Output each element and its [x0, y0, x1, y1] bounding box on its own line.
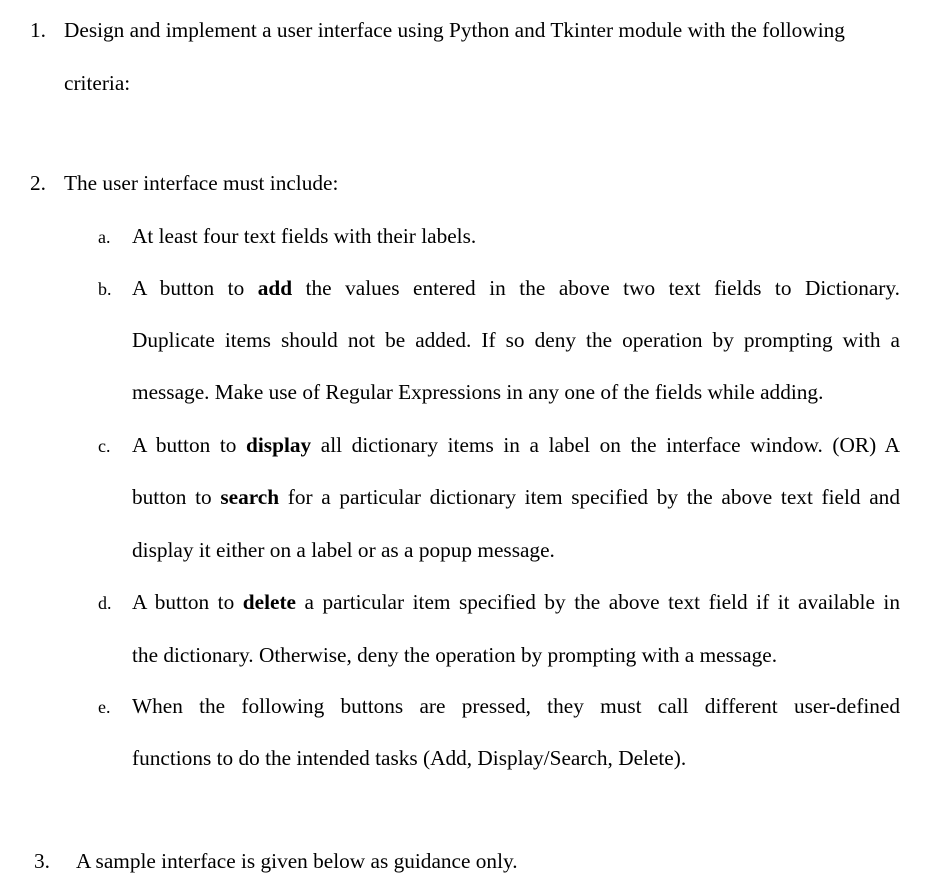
item-1-number: 1.	[30, 18, 46, 42]
search-keyword: search	[220, 485, 280, 509]
subitem-e-letter: e.	[98, 697, 111, 717]
subitem-d-line2: the dictionary. Otherwise, deny the operation by prompting with a message.	[132, 643, 778, 667]
item-3-number: 3.	[34, 849, 50, 873]
subitem-c-letter: c.	[98, 436, 111, 456]
item-2-number: 2.	[30, 171, 46, 195]
subitem-b-line2: Duplicate items should not be added. If so deny the operation by prompting with a	[132, 328, 900, 352]
subitem-a-letter: a.	[98, 227, 111, 247]
subitem-d-line1: A button to delete a particular item specified by the above text field if it available in	[132, 590, 900, 614]
item-1-text-line1: Design and implement a user interface using Python and Tkinter module with the following	[64, 18, 845, 42]
subitem-b-line3: message. Make use of Regular Expressions in any one of the fields while adding.	[132, 380, 824, 404]
item-2-text: The user interface must include:	[64, 171, 339, 195]
subitem-b-letter: b.	[98, 279, 112, 299]
subitem-e-line1: When the following buttons are pressed, they must call different user-defined	[132, 694, 900, 718]
subitem-d-letter: d.	[98, 593, 112, 613]
add-keyword: add	[257, 276, 293, 300]
subitem-a-text: At least four text fields with their labels.	[132, 224, 477, 248]
subitem-c-line1: A button to display all dictionary items in a label on the interface window. (OR) A	[132, 433, 900, 457]
subitem-e-line2: functions to do the intended tasks (Add, Display/Search, Delete).	[132, 746, 687, 770]
delete-keyword: delete	[242, 590, 296, 614]
display-keyword: display	[246, 433, 312, 457]
subitem-c-line2: button to search for a particular dictionary item specified by the above text field and	[132, 485, 900, 509]
subitem-b-line1: A button to add the values entered in the above two text fields to Dictionary.	[132, 276, 900, 300]
item-1-text-line2: criteria:	[64, 71, 131, 95]
item-3-text: A sample interface is given below as guidance only.	[76, 849, 518, 873]
subitem-c-line3: display it either on a label or as a popup message.	[132, 538, 555, 562]
